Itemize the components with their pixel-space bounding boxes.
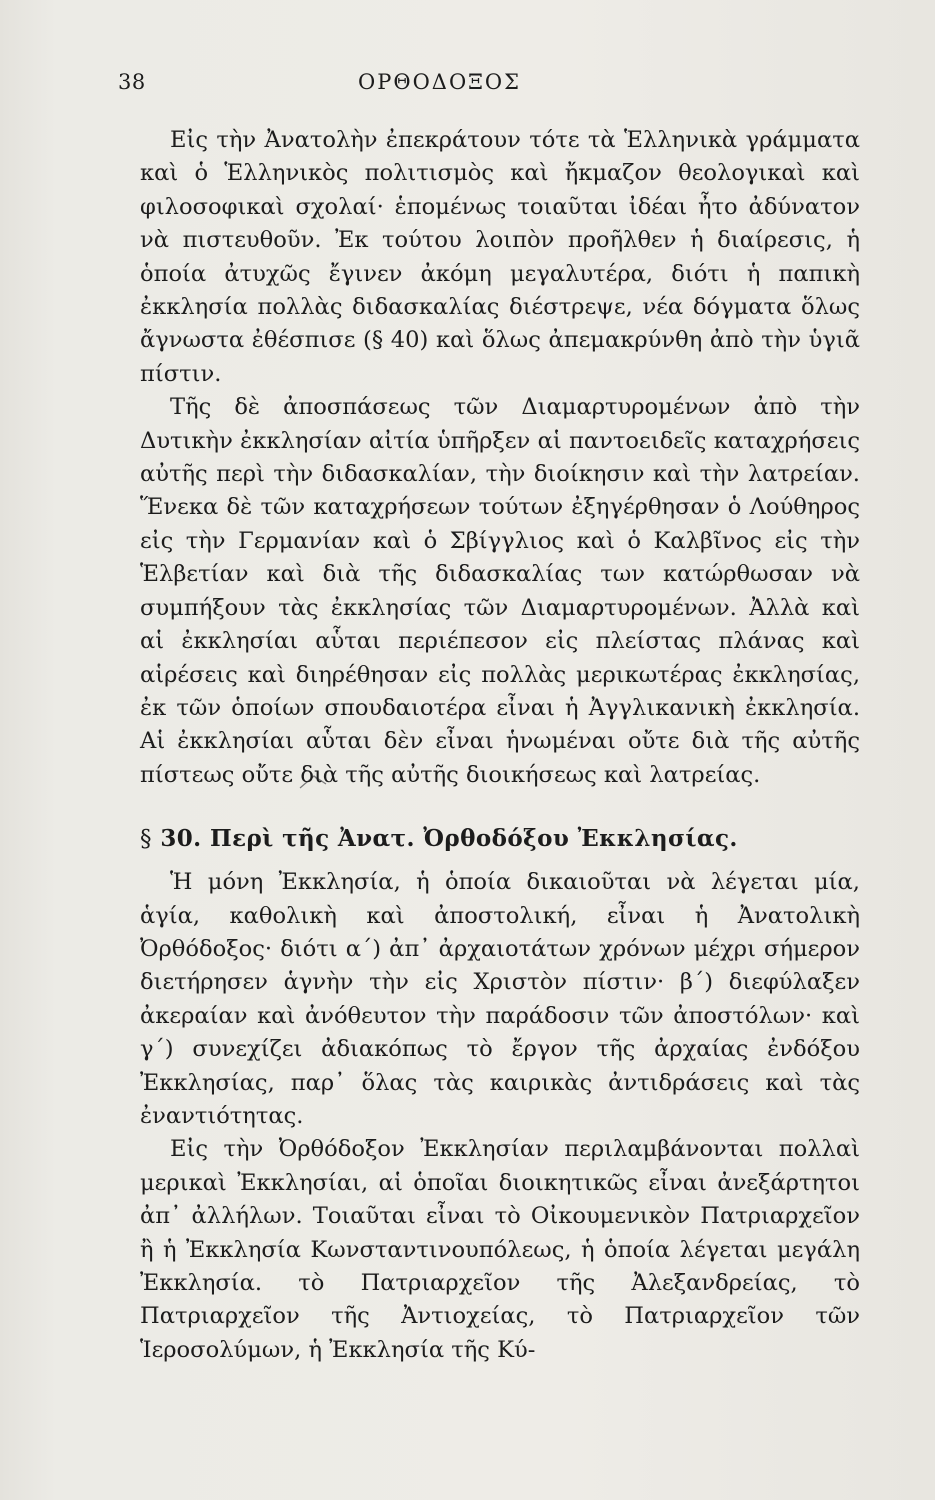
paragraph: Εἰς τὴν Ὀρθόδοξον Ἐκκλησίαν περιλαμβάνονται πολλαὶ μερικαὶ Ἐκκλησίαι, αἱ ὁποῖαι διοικητικῶς εἶναι ἀνεξάρτητοι ἀπ᾽ ἀλλήλων. Τοιαῦται εἶναι τὸ Οἰκουμενικὸν Πατριαρχεῖον ἢ ἡ Ἐκκλησία Κωνσταντινουπόλεως, ἡ ὁποία λέγεται μεγάλη Ἐκκλησία. τὸ Πατριαρχεῖον τῆς Ἀλεξανδρείας, τὸ Πατριαρχεῖον τῆς Ἀντιοχείας, τὸ Πατριαρχεῖον τῶν Ἱεροσολύμων, ἡ Ἐκκλησία τῆς Κύ- [140,1136,860,1363]
paragraph: Ἡ μόνη Ἐκκλησία, ἡ ὁποία δικαιοῦται νὰ λέγεται μία, ἁγία, καθολικὴ καὶ ἀποστολική, εἶναι ἡ Ἀνατολικὴ Ὀρθόδοξος· διότι α΄) ἀπ᾽ ἀρχαιοτάτων χρόνων μέχρι σήμερον διετήρησεν ἁγνὴν τὴν εἰς Χριστὸν πίστιν· β΄) διεφύλαξεν ἀκεραίαν καὶ ἀνόθευτον τὴν παράδοσιν τῶν ἀποστόλων· καὶ γ΄) συνεχίζει ἀδιακόπως τὸ ἔργον τῆς ἀρχαίας ἐνδόξου Ἐκκλησίας, παρ᾽ ὅλας τὰς καιρικὰς ἀντιδράσεις καὶ τὰς ἐναντιότητας. [140,869,860,1129]
section-heading [140,822,860,856]
paragraph: Τῆς δὲ ἀποσπάσεως τῶν Διαμαρτυρομένων ἀπὸ τὴν Δυτικὴν ἐκκλησίαν αἰτία ὑπῆρξεν αἱ παντοειδεῖς καταχρήσεις αὐτῆς περὶ τὴν διδασκαλίαν, τὴν διοίκησιν καὶ τὴν λατρείαν. Ἕνεκα δὲ τῶν καταχρήσεων τούτων ἐξηγέρθησαν ὁ Λούθηρος εἰς τὴν Γερμανίαν καὶ ὁ Σβίγγλιος καὶ ὁ Καλβῖνος εἰς τὴν Ἑλβετίαν καὶ διὰ τῆς διδασκαλίας των κατώρθωσαν νὰ συμπήξουν τὰς ἐκκλησίας τῶν Διαμαρτυρομένων. Ἀλλὰ καὶ αἱ ἐκκλησίαι αὗται περιέπεσον εἰς πλείστας πλάνας καὶ αἱρέσεις καὶ διηρέθησαν εἰς πολλὰς μερικωτέρας ἐκκλησίας, ἐκ τῶν ὁποίων σπουδαιοτέρα εἶναι ἡ Ἀγγλικανικὴ ἐκκλησία. Αἱ ἐκκλησίαι αὗται δὲν εἶναι ἡνωμέναι οὔτε διὰ τῆς αὐτῆς πίστεως οὔτε διὰ τῆς αὐτῆς διοικήσεως καὶ λατρείας. [140,394,860,788]
paragraph: Εἰς τὴν Ἀνατολὴν ἐπεκράτουν τότε τὰ Ἑλληνικὰ γράμματα καὶ ὁ Ἑλληνικὸς πολιτισμὸς καὶ ἤκμαζον θεολογικαὶ καὶ φιλοσοφικαὶ σχολαί· ἑπομένως τοιαῦται ἰδέαι ἦτο ἀδύνατον νὰ πιστευθοῦν. Ἐκ τούτου λοιπὸν προῆλθεν ἡ διαίρεσις, ἡ ὁποία ἀτυχῶς ἔγινεν ἀκόμη μεγαλυτέρα, διότι ἡ παπικὴ ἐκκλησία πολλὰς διδασκαλίας διέστρεψε, νέα δόγματα ὅλως ἄγνωστα ἐθέσπισε (§ 40) καὶ ὅλως ἀπεμακρύνθη ἀπὸ τὴν ὑγιᾶ πίστιν. [140,127,860,387]
section-heading-text: 30. Περὶ τῆς Ἀνατ. Ὀρθοδόξου Ἐκκλησίας. [160,825,738,853]
running-head: ΟΡΘΟΔΟΞΟΣ [358,70,522,94]
page-number: 38 [118,70,146,94]
body-text [140,124,860,1367]
page-header [118,70,818,104]
section-mark: § [140,826,152,853]
